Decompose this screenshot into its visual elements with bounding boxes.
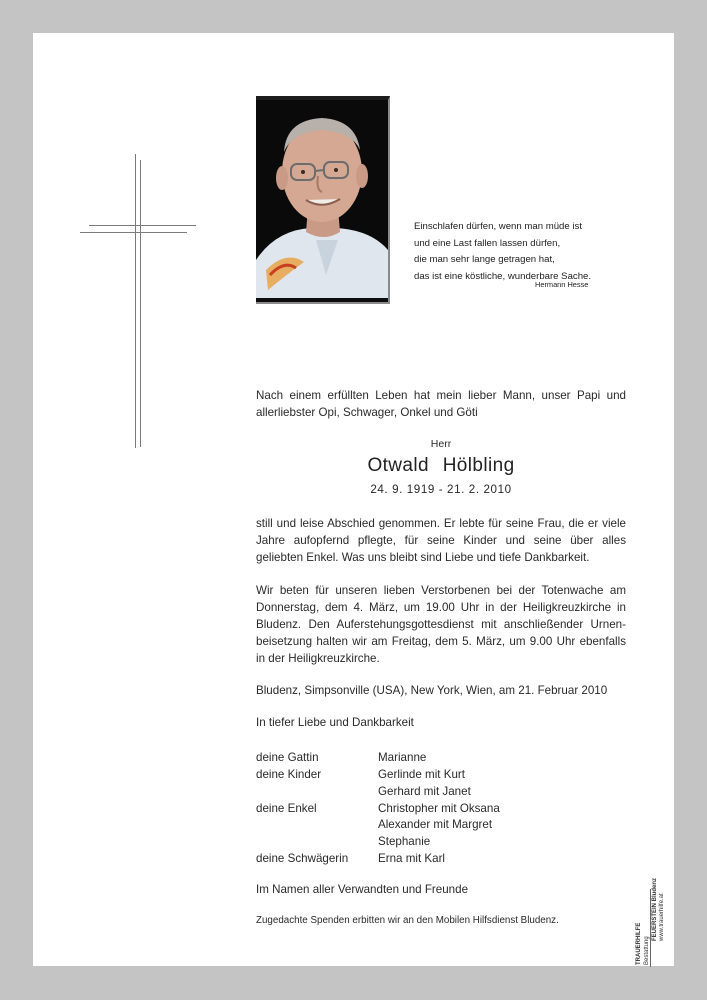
family-label: deine Schwägerin bbox=[256, 852, 349, 865]
family-name: Gerlinde mit Kurt bbox=[378, 768, 465, 781]
family-name: Alexander mit Margret bbox=[378, 818, 493, 831]
quote-line: Einschlafen dürfen, wenn man müde ist bbox=[414, 221, 582, 232]
place-date: Bludenz, Simpsonville (USA), New York, Wien, am 21. Februar 2010 bbox=[256, 684, 608, 697]
deceased-last-name: Hölbling bbox=[442, 455, 515, 476]
cross-horizontal-line-shadow bbox=[80, 232, 187, 233]
quote-line: die man sehr lange getragen hat, bbox=[414, 254, 555, 265]
family-name: Stephanie bbox=[378, 835, 431, 848]
closing-line: In tiefer Liebe und Dankbarkeit bbox=[256, 716, 414, 729]
logo-line: www.trauerhilfe.at bbox=[659, 893, 665, 941]
deceased-first-name: Otwald bbox=[367, 455, 429, 476]
intro-text: Nach einem erfüllten Leben hat mein lieber Mann, unser Papi und allerliebster Opi, Schwager, Onkel und Göti bbox=[256, 389, 626, 419]
relatives-line: Im Namen aller Verwandten und Freunde bbox=[256, 883, 469, 896]
cross-vertical-line-shadow bbox=[140, 160, 141, 447]
logo-line: FEUERSTEIN Bludenz bbox=[652, 877, 658, 941]
quote-author: Hermann Hesse bbox=[535, 280, 589, 289]
quote bbox=[414, 219, 624, 285]
quote-line: das ist eine köstliche, wunderbare Sache. bbox=[414, 270, 592, 282]
family-label: deine Gattin bbox=[256, 751, 319, 764]
deceased-title: Herr bbox=[430, 438, 452, 450]
logo-line: TRAUERHILFE bbox=[636, 922, 642, 965]
family-label: deine Enkel bbox=[256, 802, 317, 815]
logo-divider bbox=[650, 889, 651, 967]
deceased-name bbox=[256, 455, 626, 477]
cross-horizontal-line bbox=[89, 225, 196, 226]
quote-line: und eine Last fallen lassen dürfen, bbox=[414, 237, 561, 249]
obituary-page bbox=[33, 33, 674, 966]
service-paragraph: Wir beten für unseren lieben Verstorbenen bei der Totenwache am Donnerstag, dem 4. März, um 19.00 Uhr in der Heiligkreuzkirche in Bludenz. Den Auferstehungsgottesdienst mit anschließender Urnen-beisetzung halten wir am Freitag, dem 5. März, um 9.00 Uhr ebenfalls in der Heiligkreuzkirche. bbox=[256, 584, 626, 665]
family-name: Marianne bbox=[378, 751, 427, 764]
family-name: Erna mit Karl bbox=[378, 852, 446, 865]
funeral-home-logo bbox=[634, 855, 664, 967]
portrait-photo bbox=[256, 96, 390, 304]
family-label: deine Kinder bbox=[256, 768, 322, 781]
family-name: Christopher mit Oksana bbox=[378, 802, 500, 815]
deceased-dates: 24. 9. 1919 - 21. 2. 2010 bbox=[370, 483, 512, 496]
donation-line: Zugedachte Spenden erbitten wir an den Mobilen Hilfsdienst Bludenz. bbox=[256, 915, 559, 926]
logo-line: Bestattung bbox=[644, 936, 650, 965]
cross-vertical-line bbox=[135, 154, 136, 448]
family-name: Gerhard mit Janet bbox=[378, 785, 471, 798]
farewell-paragraph: still und leise Abschied genommen. Er lebte für seine Frau, die er viele Jahre aufopfernd pflegte, für seine Kinder und seine über alles geliebten Enkel. Was uns bleibt sind Liebe und tiefe Dankbarkeit. bbox=[256, 517, 626, 564]
portrait-image bbox=[256, 100, 388, 298]
